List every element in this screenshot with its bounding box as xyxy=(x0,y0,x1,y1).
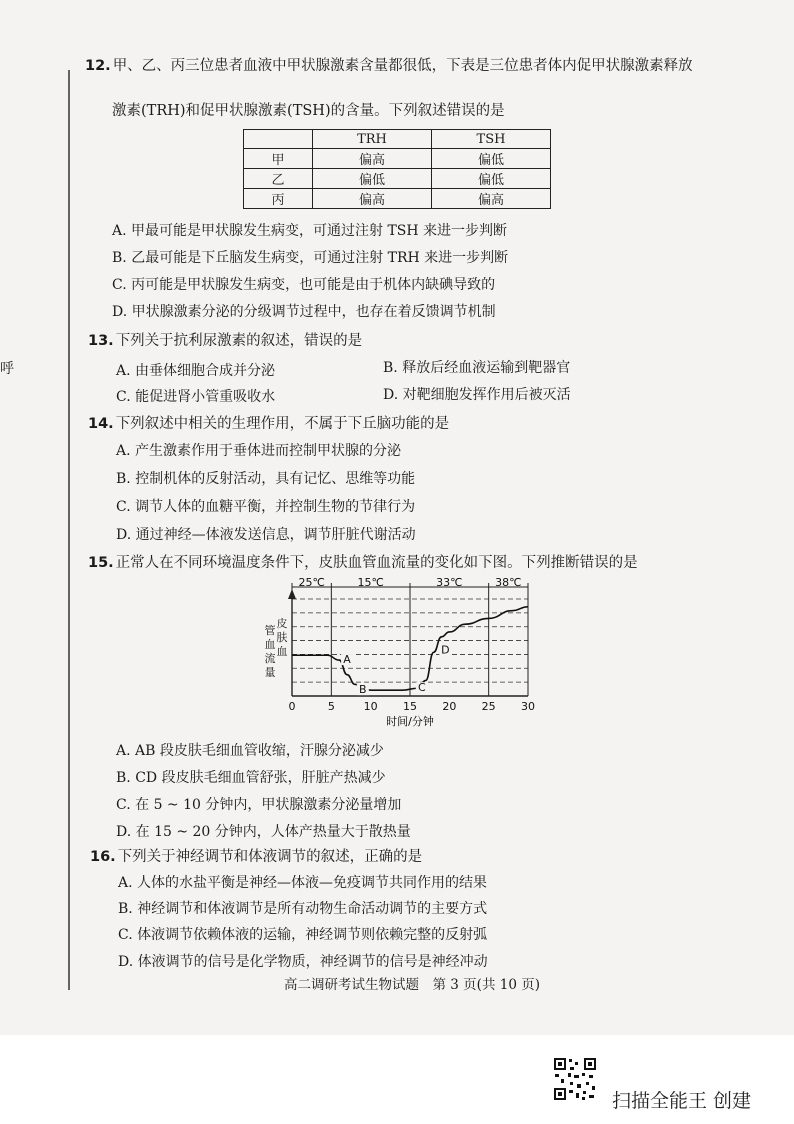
table-row xyxy=(244,189,551,209)
x-tick-label: 0 xyxy=(288,700,296,713)
question-number: 14. xyxy=(88,416,114,432)
x-tick-label: 5 xyxy=(327,700,335,713)
question-number: 15. xyxy=(88,555,114,571)
q15-option-a: A. AB 段皮肤毛细血管收缩，汗腺分泌减少 xyxy=(116,743,384,759)
q16-option-a: A. 人体的水盐平衡是神经—体液—免疫调节共同作用的结果 xyxy=(118,875,488,891)
x-tick-labels xyxy=(289,700,536,713)
table-row xyxy=(244,169,551,189)
x-tick-label: 15 xyxy=(403,700,417,713)
question-12-stem-line1 xyxy=(85,56,693,76)
blood-flow-chart xyxy=(262,573,552,728)
hormone-table xyxy=(243,129,551,209)
q13-option-c: C. 能促进肾小管重吸收水 xyxy=(116,389,276,405)
question-text: 下列关于抗利尿激素的叙述，错误的是 xyxy=(115,333,363,349)
y-label-char: 管 xyxy=(264,624,276,637)
table-cell: 偏高 xyxy=(313,149,432,169)
temperature-bands xyxy=(292,576,528,696)
question-14-stem xyxy=(88,414,449,434)
y-label-char: 肤 xyxy=(276,631,288,644)
q16-option-b: B. 神经调节和体液调节是所有动物生命活动调节的主要方式 xyxy=(118,901,488,917)
band-label: 15℃ xyxy=(357,576,384,589)
table-header-cell: TSH xyxy=(432,130,551,149)
question-text: 下列关于神经调节和体液调节的叙述，正确的是 xyxy=(117,849,423,865)
x-tick-label: 30 xyxy=(521,700,535,713)
scanner-watermark: 扫描全能王 创建 xyxy=(612,1090,752,1112)
q15-option-d: D. 在 15 ~ 20 分钟内，人体产热量大于散热量 xyxy=(116,824,411,840)
x-axis-label: 时间/分钟 xyxy=(386,715,434,728)
band-label: 38℃ xyxy=(495,576,522,589)
qr-code-icon xyxy=(553,1057,597,1101)
question-number: 16. xyxy=(90,849,116,865)
page-footer: 高二调研考试生物试题 第 3 页(共 10 页) xyxy=(284,977,540,993)
y-label-char: 血 xyxy=(264,638,276,651)
table-cell: 偏低 xyxy=(432,149,551,169)
question-12-stem-line2: 激素(TRH)和促甲状腺激素(TSH)的含量。下列叙述错误的是 xyxy=(112,103,505,119)
question-number: 13. xyxy=(88,333,114,349)
table-row xyxy=(244,149,551,169)
x-tick-label: 25 xyxy=(481,700,496,713)
table-cell: 乙 xyxy=(244,169,313,189)
binding-margin-line xyxy=(68,70,70,990)
q15-option-b: B. CD 段皮肤毛细血管舒张，肝脏产热减少 xyxy=(116,770,386,786)
q14-option-a: A. 产生激素作用于垂体进而控制甲状腺的分泌 xyxy=(116,443,402,459)
table-cell: 偏低 xyxy=(313,169,432,189)
table-cell: 偏高 xyxy=(313,189,432,209)
table-header-cell xyxy=(244,130,313,149)
table-cell: 偏低 xyxy=(432,169,551,189)
band-label: 25℃ xyxy=(298,576,325,589)
question-text: 下列叙述中相关的生理作用，不属于下丘脑功能的是 xyxy=(115,416,450,432)
band-label: 33℃ xyxy=(436,576,463,589)
question-text: 正常人在不同环境温度条件下，皮肤血管血流量的变化如下图。下列推断错误的是 xyxy=(115,555,638,571)
point-label-c: C xyxy=(417,681,426,695)
question-number: 12. xyxy=(85,58,111,74)
q12-option-d: D. 甲状腺激素分泌的分级调节过程中，也存在着反馈调节机制 xyxy=(112,304,496,320)
q14-option-d: D. 通过神经—体液发送信息，调节肝脏代谢活动 xyxy=(116,527,416,543)
y-label-char: 量 xyxy=(264,666,276,679)
x-tick-label: 20 xyxy=(442,700,457,713)
q16-option-d: D. 体液调节的信号是化学物质，神经调节的信号是神经冲动 xyxy=(118,954,488,970)
y-label-char: 流 xyxy=(264,652,276,665)
table-cell: 甲 xyxy=(244,149,313,169)
y-label-char: 血 xyxy=(276,645,288,658)
q14-option-c: C. 调节人体的血糖平衡，并控制生物的节律行为 xyxy=(116,499,416,515)
q13-option-b: B. 释放后经血液运输到靶器官 xyxy=(383,360,571,376)
table-cell: 丙 xyxy=(244,189,313,209)
point-label-a: A xyxy=(343,653,351,667)
y-label-char: 皮 xyxy=(276,617,288,630)
point-label-b: B xyxy=(359,683,367,697)
margin-fragment-text: 呼 xyxy=(0,361,14,377)
point-label-d: D xyxy=(441,643,450,657)
q16-option-c: C. 体液调节依赖体液的运输，神经调节则依赖完整的反射弧 xyxy=(118,927,488,943)
q13-option-d: D. 对靶细胞发挥作用后被灭活 xyxy=(383,387,571,403)
q12-option-a: A. 甲最可能是甲状腺发生病变，可通过注射 TSH 来进一步判断 xyxy=(112,223,508,239)
x-tick-label: 10 xyxy=(363,700,378,713)
table-cell: 偏高 xyxy=(432,189,551,209)
question-15-stem xyxy=(88,553,638,573)
y-axis-arrow xyxy=(288,589,296,599)
question-13-stem xyxy=(88,331,362,351)
q12-option-c: C. 丙可能是甲状腺发生病变，也可能是由于机体内缺碘导致的 xyxy=(112,277,496,293)
q15-option-c: C. 在 5 ~ 10 分钟内，甲状腺激素分泌量增加 xyxy=(116,797,402,813)
table-header-row xyxy=(244,130,551,149)
question-text: 甲、乙、丙三位患者血液中甲状腺激素含量都很低，下表是三位患者体内促甲状腺激素释放 xyxy=(112,58,693,74)
q13-option-a: A. 由垂体细胞合成并分泌 xyxy=(116,363,276,379)
table-header-cell: TRH xyxy=(313,130,432,149)
q14-option-b: B. 控制机体的反射活动，具有记忆、思维等功能 xyxy=(116,471,416,487)
y-axis-label xyxy=(265,616,288,679)
question-16-stem xyxy=(90,847,422,867)
q12-option-b: B. 乙最可能是下丘脑发生病变，可通过注射 TRH 来进一步判断 xyxy=(112,250,509,266)
